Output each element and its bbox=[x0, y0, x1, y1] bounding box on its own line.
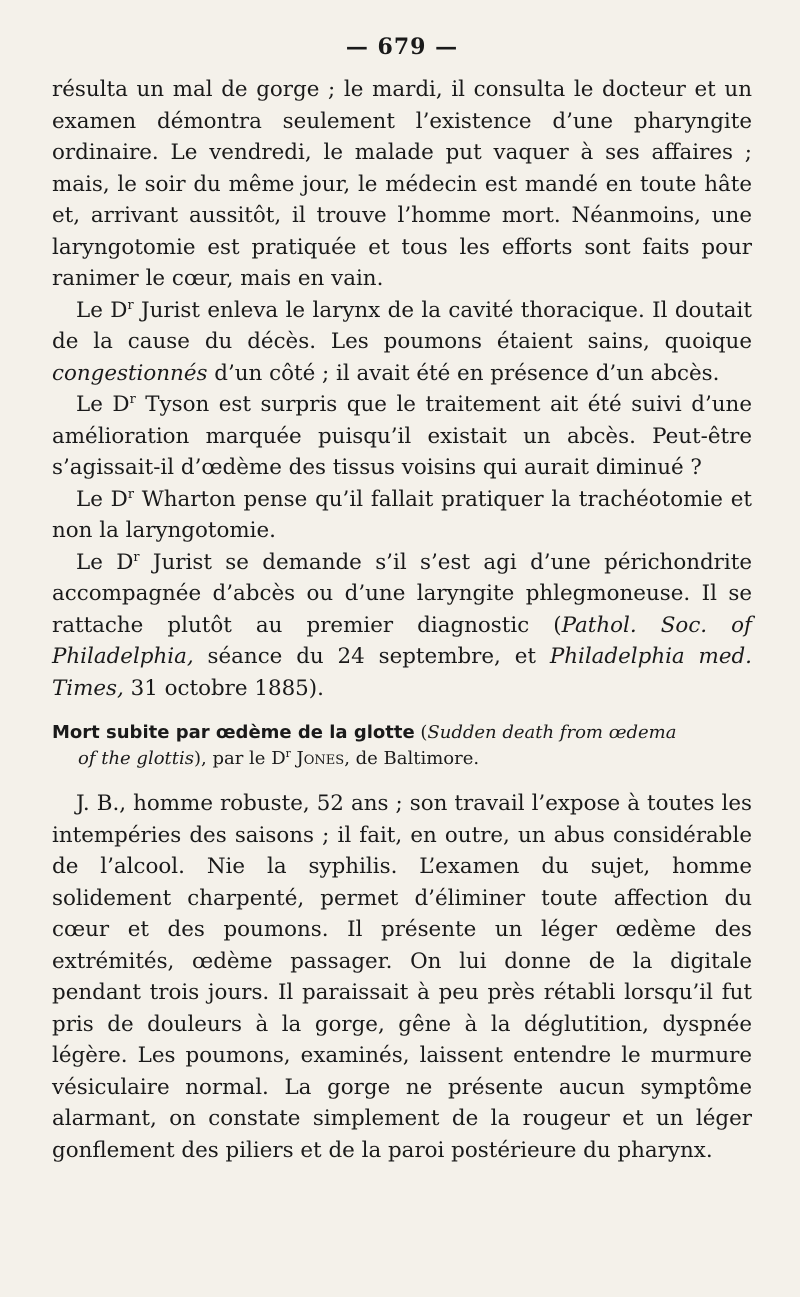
heading-english-title: Sudden death from œdema bbox=[427, 722, 677, 743]
section-heading bbox=[52, 720, 752, 772]
paragraph-1: résulta un mal de gorge ; le mardi, il consulta le docteur et un examen démontra seulement l’existence d’une pharyngite ordinaire. Le vendredi, le malade put vaquer à ses affaires ; mais, le soir du même jour, le médecin est mandé en toute hâte et, arrivant aussitôt, il trouve l’homme mort. Néanmoins, une laryngotomie est pratiquée et tous les efforts sont faits pour ranimer le cœur, mais en vain. bbox=[52, 77, 752, 291]
page-number: — 679 — bbox=[345, 34, 459, 60]
heading-line-2: of the glottis), par le $D^r$ Jones, de Baltimore. bbox=[78, 747, 480, 769]
emphasis: congestionnés bbox=[52, 360, 208, 386]
doctor-abbrev: $D^r$ bbox=[271, 747, 291, 769]
paragraph-6: J. B., homme robuste, 52 ans ; son travail l’expose à toutes les intempéries des saisons ; il fait, en outre, un abus considérable de l’alcool. Nie la syphilis. L’examen du sujet, homme solidement charpenté, permet d’éliminer toute affection du cœur et des poumons. Il présente un léger œdème des extrémités, œdème passager. On lui donne de la digitale pendant trois jours. Il paraissait à peu près rétabli lorsqu’il fut pris de douleurs à la gorge, gêne à la déglutition, dyspnée légère. Les poumons, examinés, laissent entendre le murmure vésiculaire normal. La gorge ne présente aucun symptôme alarmant, on constate simplement de la rougeur et un léger gonflement des piliers et de la paroi postérieure du pharynx. bbox=[52, 791, 752, 1163]
doctor-abbrev: $D^r$ bbox=[110, 297, 134, 323]
doctor-abbrev: $D^r$ bbox=[110, 486, 134, 512]
doctor-abbrev: $D^r$ bbox=[116, 549, 140, 575]
heading-author: Jones bbox=[296, 748, 345, 769]
paragraph-4: Le $D^r$ Wharton pense qu’il fallait pratiquer la trachéotomie et non la laryngotomie. bbox=[52, 486, 752, 543]
body-text-2 bbox=[52, 788, 752, 1166]
paragraph-5: Le $D^r$ Jurist se demande s’il s’est agi d’une périchondrite accompagnée d’abcès ou d’une laryngite phlegmoneuse. Il se rattache plutôt au premier diagnostic (Pathol. Soc. of Philadelphia, séance du 24 septembre, et Philadelphia med. Times, 31 octobre 1885). bbox=[52, 549, 753, 701]
heading-line-1: Mort subite par œdème de la glotte (Sudden death from œdema bbox=[52, 722, 677, 743]
paragraph-3: Le $D^r$ Tyson est surpris que le traitement ait été suivi d’une amélioration marquée puisqu’il existait un abcès. Peut-être s’agissait-il d’œdème des tissus voisins qui aurait diminué ? bbox=[52, 391, 752, 480]
paragraph-2: Le $D^r$ Jurist enleva le larynx de la cavité thoracique. Il doutait de la cause du décès. Les poumons étaient sains, quoique congestionnés d’un côté ; il avait été en présence d’un abcès. bbox=[52, 297, 752, 386]
heading-title: Mort subite par œdème de la glotte bbox=[52, 722, 415, 743]
source-citation-1: Pathol. Soc. of Philadelphia, bbox=[52, 612, 752, 669]
body-text bbox=[52, 74, 752, 704]
source-citation-2: Philadelphia med. Times, bbox=[52, 644, 752, 701]
doctor-abbrev: $D^r$ bbox=[112, 391, 136, 417]
